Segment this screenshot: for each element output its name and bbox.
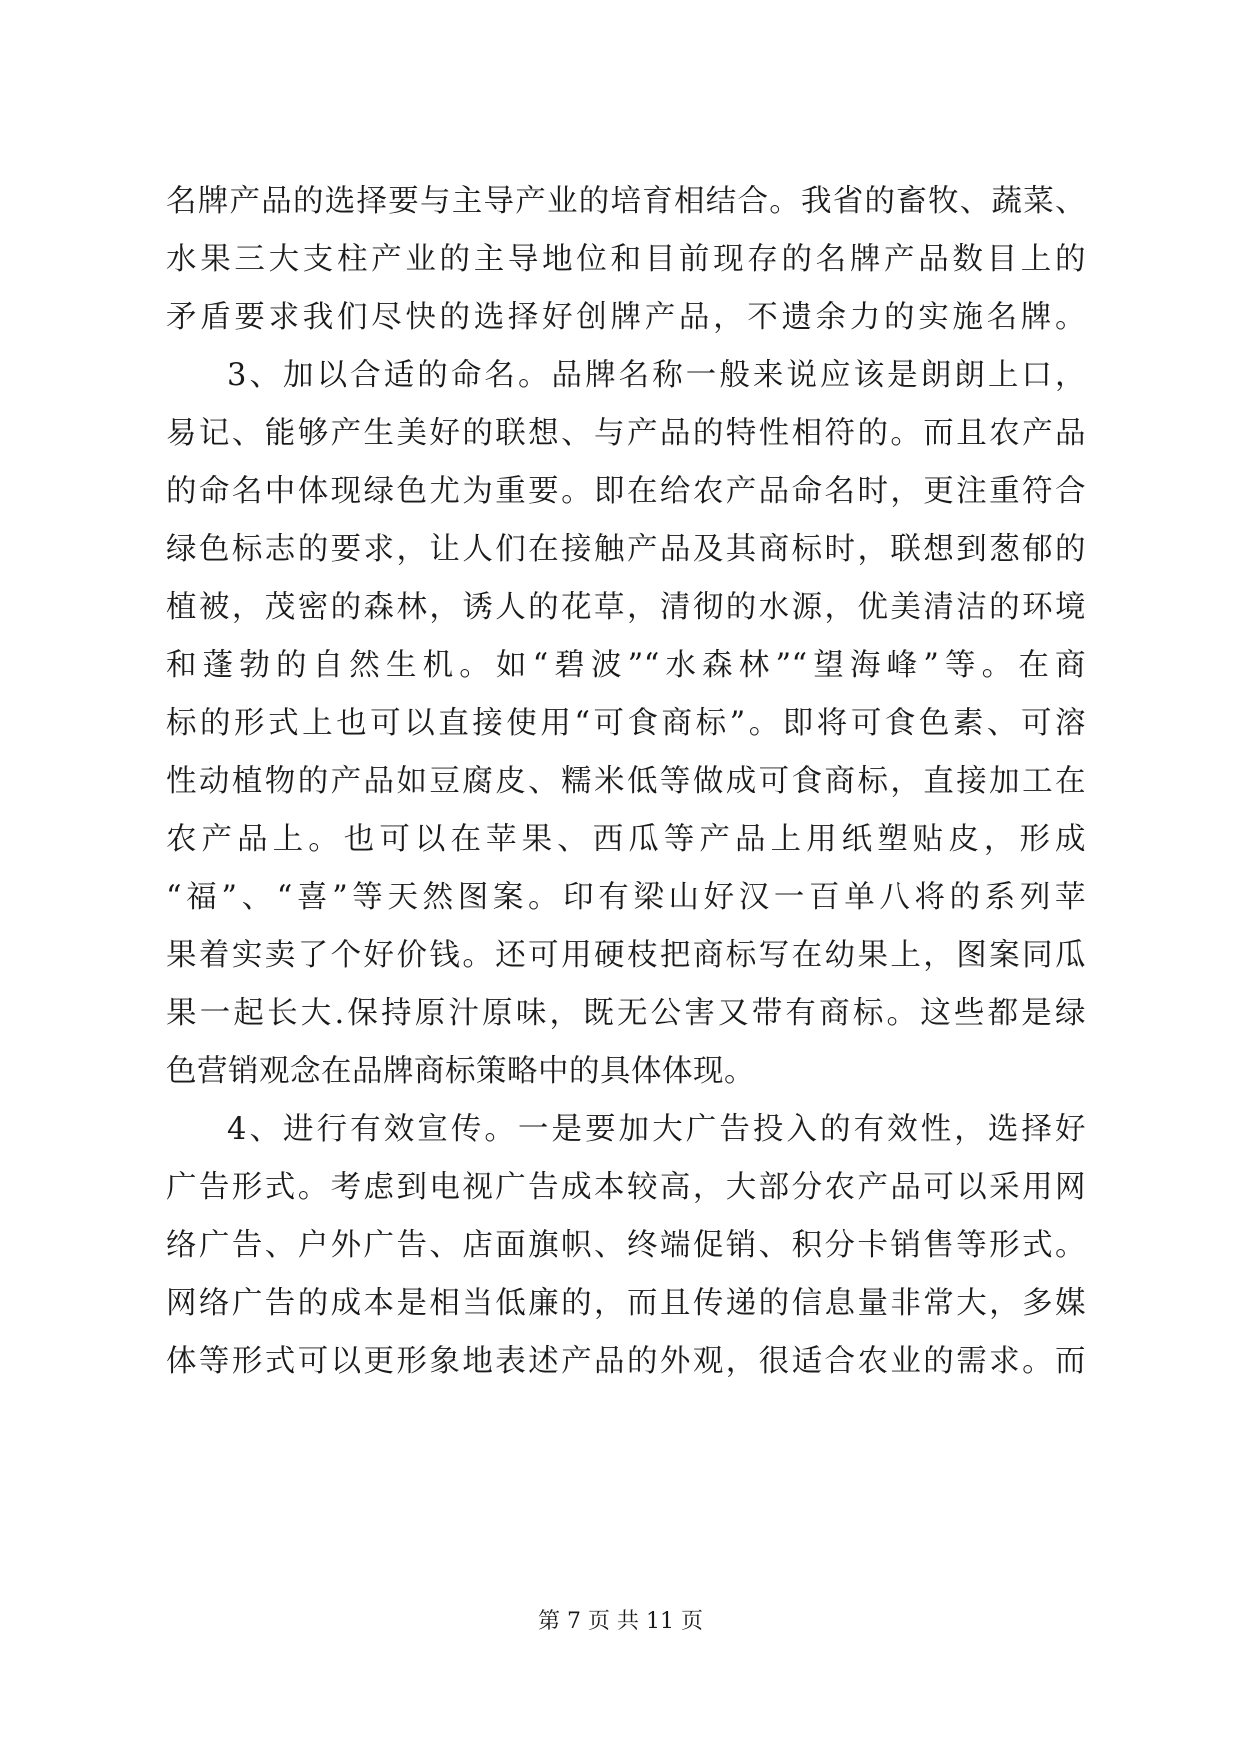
- body-text-line: 易记、能够产生美好的联想、与产品的特性相符的。而且农产品: [166, 416, 1086, 451]
- body-text-line: 广告形式。考虑到电视广告成本较高，大部分农产品可以采用网: [166, 1170, 1086, 1205]
- body-text-line: 的命名中体现绿色尤为重要。即在给农产品命名时，更注重符合: [166, 474, 1086, 509]
- body-text-line: 名牌产品的选择要与主导产业的培育相结合。我省的畜牧、蔬菜、: [166, 184, 1086, 219]
- body-text-line: 4、进行有效宣传。一是要加大广告投入的有效性，选择好: [227, 1112, 1086, 1147]
- body-text-line: 色营销观念在品牌商标策略中的具体体现。: [166, 1054, 755, 1089]
- body-text-line: 3、加以合适的命名。品牌名称一般来说应该是朗朗上口，: [227, 358, 1086, 393]
- body-text-line: 植被，茂密的森林，诱人的花草，清彻的水源，优美清洁的环境: [166, 590, 1086, 625]
- body-text-line: 农产品上。也可以在苹果、西瓜等产品上用纸塑贴皮，形成: [166, 822, 1086, 857]
- body-text-line: 矛盾要求我们尽快的选择好创牌产品，不遗余力的实施名牌。: [166, 300, 1086, 335]
- body-text-line: 绿色标志的要求，让人们在接触产品及其商标时，联想到葱郁的: [166, 532, 1086, 567]
- body-text-line: 标的形式上也可以直接使用“可食商标”。即将可食色素、可溶: [166, 706, 1086, 741]
- body-text-line: 果着实卖了个好价钱。还可用硬枝把商标写在幼果上，图案同瓜: [166, 938, 1086, 973]
- body-text-line: 体等形式可以更形象地表述产品的外观，很适合农业的需求。而: [166, 1344, 1086, 1379]
- body-text-line: 网络广告的成本是相当低廉的，而且传递的信息量非常大，多媒: [166, 1286, 1086, 1321]
- body-text-line: 和蓬勃的自然生机。如“碧波”“水森林”“望海峰”等。在商: [166, 648, 1086, 683]
- body-text-line: “福”、“喜”等天然图案。印有梁山好汉一百单八将的系列苹: [166, 880, 1086, 915]
- body-text-line: 性动植物的产品如豆腐皮、糯米低等做成可食商标，直接加工在: [166, 764, 1086, 799]
- body-text-line: 络广告、户外广告、店面旗帜、终端促销、积分卡销售等形式。: [166, 1228, 1086, 1263]
- body-text-line: 水果三大支柱产业的主导地位和目前现存的名牌产品数目上的: [166, 242, 1086, 277]
- page-footer: 第 7 页 共 11 页: [538, 1609, 703, 1634]
- body-text-line: 果一起长大.保持原汁原味，既无公害又带有商标。这些都是绿: [166, 996, 1086, 1031]
